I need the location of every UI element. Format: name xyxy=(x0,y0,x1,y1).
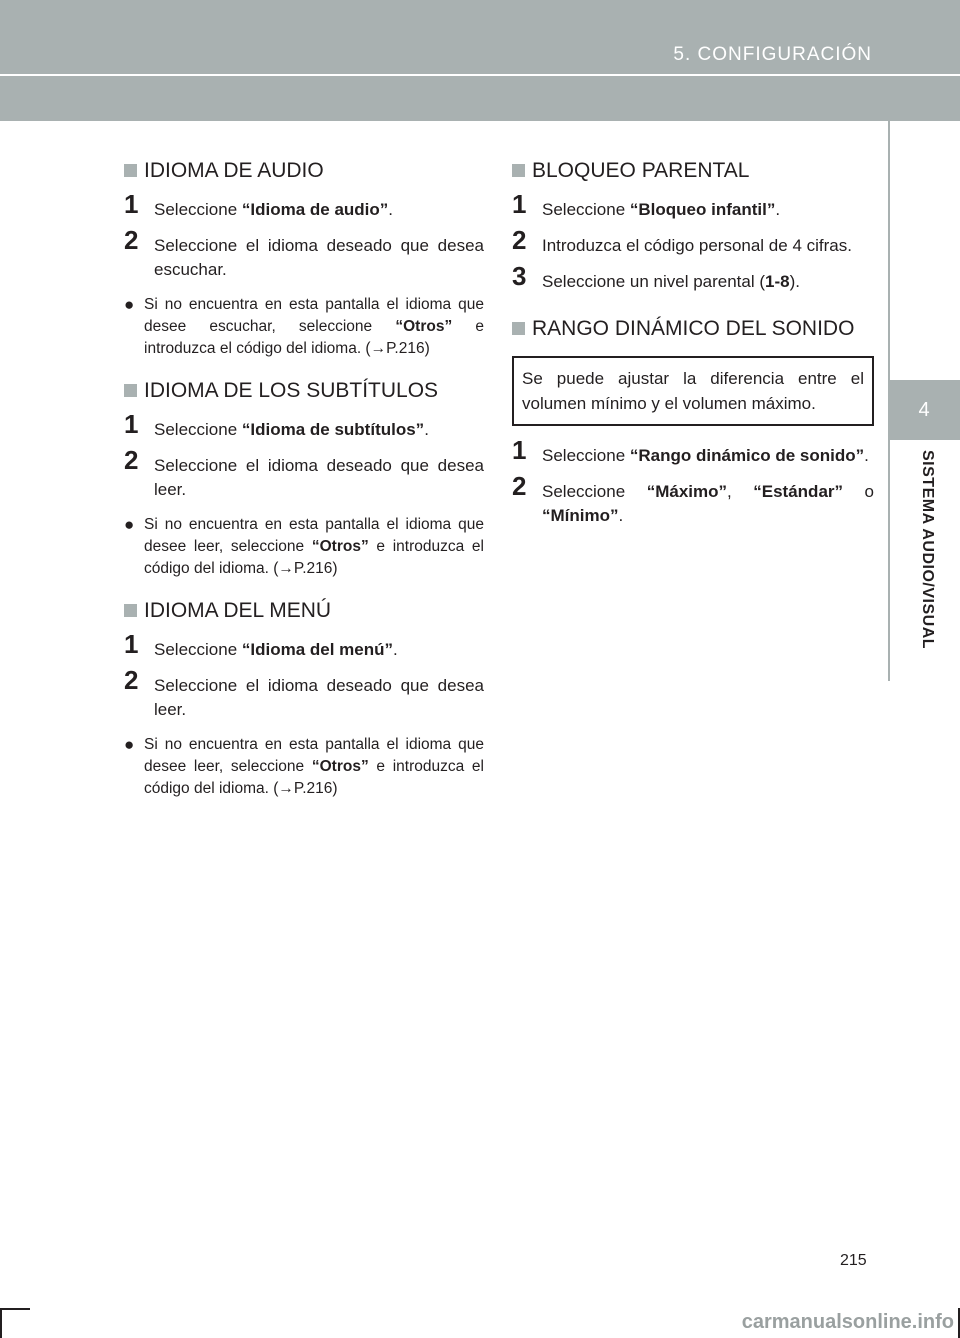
note-item: ● Si no encuentra en esta pantalla el idioma que desee leer, seleccione “Otros” e introduzca el código del idioma. (→P.216) xyxy=(124,515,484,577)
section-heading: IDIOMA DEL MENÚ xyxy=(124,598,484,624)
step-item: 2 Seleccione el idioma deseado que desea leer. xyxy=(124,665,484,719)
section-subtitle-language xyxy=(124,378,484,580)
step-item: 1 Seleccione “Bloqueo infantil”. xyxy=(512,189,781,219)
watermark: carmanualsonline.info xyxy=(741,1311,954,1333)
step-item: 2 Seleccione el idioma deseado que desea leer. xyxy=(124,445,484,499)
step-item: 2 Seleccione el idioma deseado que desea escuchar. xyxy=(124,225,484,279)
section-heading: RANGO DINÁMICO DEL SONIDO xyxy=(512,316,874,342)
info-box: Se puede ajustar la diferencia entre el volumen mínimo y el volumen máximo. xyxy=(512,356,874,426)
step-item: 1 Seleccione “Idioma de subtítulos”. xyxy=(124,409,429,439)
step-item: 2 Seleccione “Máximo”, “Estándar” o “Mínimo”. xyxy=(512,471,875,525)
step-item: 1 Seleccione “Idioma de audio”. xyxy=(124,189,394,219)
header-divider xyxy=(0,74,960,76)
bullet-dot-icon: ● xyxy=(124,735,135,754)
section-number-tab: 4 xyxy=(888,380,960,440)
square-bullet-icon xyxy=(124,604,137,617)
bullet-dot-icon: ● xyxy=(124,515,135,534)
section-heading: IDIOMA DE AUDIO xyxy=(124,158,484,184)
step-item: 1 Seleccione “Idioma del menú”. xyxy=(124,629,398,659)
right-column xyxy=(512,150,874,540)
square-bullet-icon xyxy=(124,164,137,177)
section-dynamic-range xyxy=(512,316,874,528)
section-heading: IDIOMA DE LOS SUBTÍTULOS xyxy=(124,378,484,404)
note-item: ● Si no encuentra en esta pantalla el idioma que desee escuchar, seleccione “Otros” e introduzca el código del idioma. (→P.216) xyxy=(124,295,485,357)
chapter-title: 5. CONFIGURACIÓN xyxy=(673,44,872,65)
section-parental-lock xyxy=(512,158,874,294)
section-menu-language xyxy=(124,598,484,800)
square-bullet-icon xyxy=(512,164,525,177)
crop-mark xyxy=(0,1308,30,1310)
step-item: 2 Introduzca el código personal de 4 cifras. xyxy=(512,225,852,255)
square-bullet-icon xyxy=(124,384,137,397)
section-audio-language xyxy=(124,158,484,360)
step-item: 3 Seleccione un nivel parental (1-8). xyxy=(512,261,800,291)
bullet-dot-icon: ● xyxy=(124,295,135,314)
crop-mark xyxy=(0,1308,2,1338)
section-heading: BLOQUEO PARENTAL xyxy=(512,158,874,184)
step-item: 1 Seleccione “Rango dinámico de sonido”. xyxy=(512,435,869,465)
square-bullet-icon xyxy=(512,322,525,335)
left-column xyxy=(124,150,484,818)
section-label: SISTEMA AUDIO/VISUAL xyxy=(919,450,936,650)
page-number: 215 xyxy=(840,1252,867,1269)
note-item: ● Si no encuentra en esta pantalla el idioma que desee leer, seleccione “Otros” e introduzca el código del idioma. (→P.216) xyxy=(124,735,484,797)
